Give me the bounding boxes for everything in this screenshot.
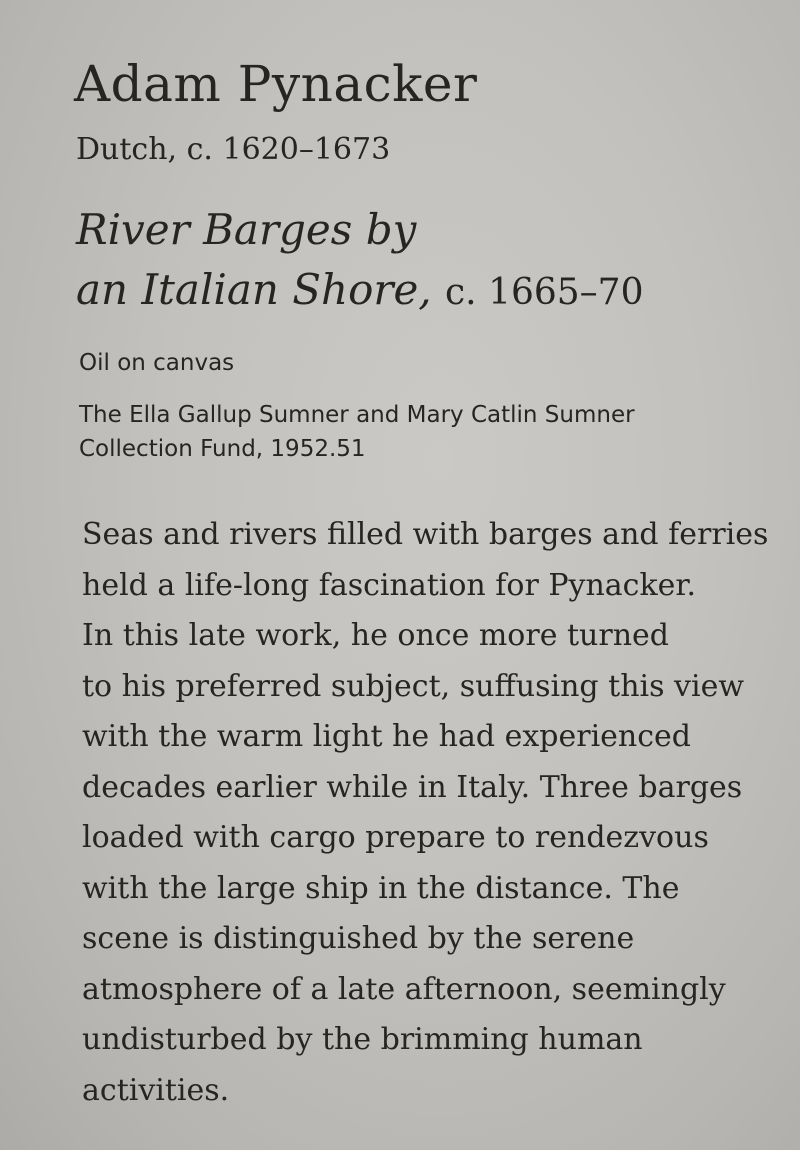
credit-line-2: Collection Fund, 1952.51 bbox=[79, 436, 366, 462]
artwork-title-line-2-text: an Italian Shore, bbox=[76, 265, 432, 314]
description-line: with the warm light he had experienced bbox=[82, 719, 692, 754]
description-line: with the large ship in the distance. The bbox=[82, 870, 680, 906]
description-line: Seas and rivers filled with barges and ferries bbox=[82, 517, 769, 552]
artwork-description bbox=[82, 510, 772, 1116]
description-line: In this late work, he once more turned bbox=[82, 618, 669, 653]
artwork-title-line-1: River Barges by bbox=[76, 205, 417, 254]
description-line: held a life-long fascination for Pynacker. bbox=[82, 567, 696, 603]
description-line: loaded with cargo prepare to rendezvous bbox=[82, 820, 709, 855]
description-line: activities. bbox=[82, 1072, 230, 1108]
description-line: decades earlier while in Italy. Three barges bbox=[82, 769, 743, 805]
artist-name: Adam Pynacker bbox=[74, 55, 478, 113]
credit-line bbox=[79, 398, 635, 466]
description-line: atmosphere of a late afternoon, seemingly bbox=[82, 971, 726, 1007]
description-line: to his preferred subject, suffusing this view bbox=[82, 668, 745, 704]
artwork-medium: Oil on canvas bbox=[79, 350, 235, 376]
description-line: undisturbed by the brimming human bbox=[82, 1022, 643, 1057]
artwork-title bbox=[76, 200, 644, 323]
artwork-date: c. 1665–70 bbox=[445, 272, 644, 313]
artwork-title-line-2 bbox=[76, 260, 644, 323]
credit-line-1: The Ella Gallup Sumner and Mary Catlin Sumner bbox=[79, 402, 635, 428]
description-line: scene is distinguished by the serene bbox=[82, 921, 635, 956]
artist-nationality-dates: Dutch, c. 1620–1673 bbox=[76, 132, 391, 167]
